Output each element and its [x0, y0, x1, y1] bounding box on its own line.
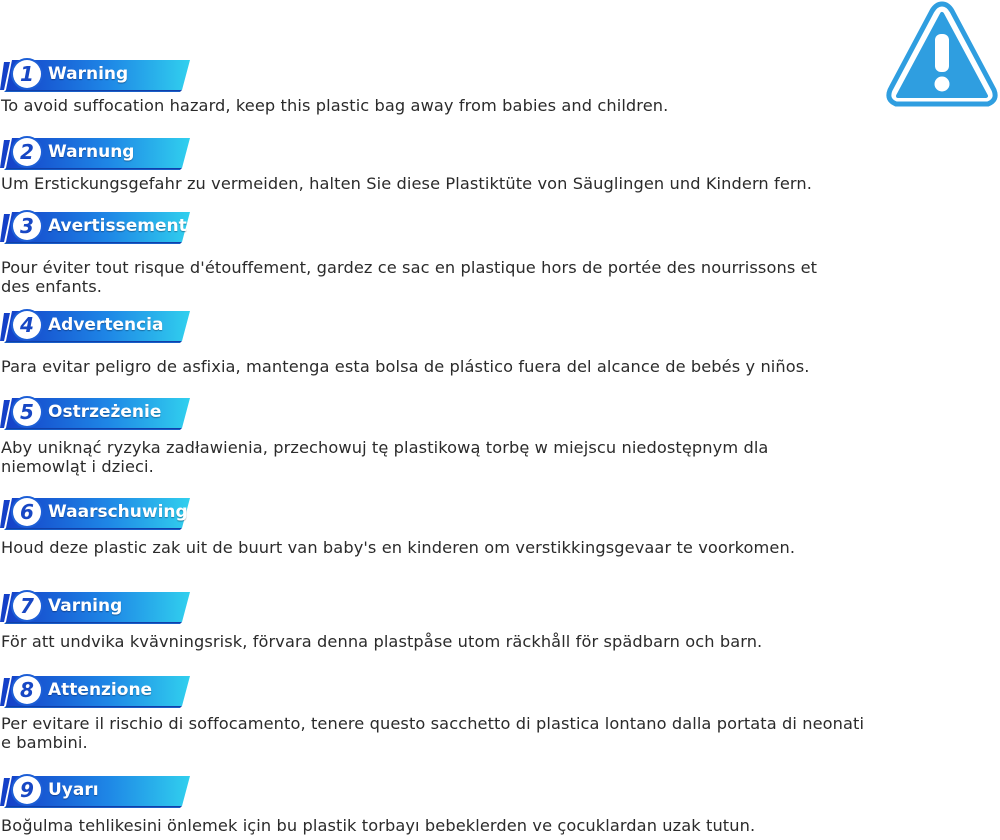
number-badge: 6: [13, 498, 41, 526]
warning-title: Avertissement: [48, 216, 187, 236]
number-badge: 1: [13, 60, 41, 88]
warning-text: För att undvika kvävningsrisk, förvara denna plastpåse utom räckhåll för spädbarn och barn.: [1, 632, 763, 651]
warning-title: Warning: [48, 64, 129, 84]
warning-section-8: [0, 674, 900, 752]
warning-banner: [0, 396, 190, 430]
warning-section-2: [0, 136, 900, 193]
warning-section-7: [0, 590, 900, 651]
number-badge: 4: [13, 311, 41, 339]
warning-title: Warnung: [48, 142, 135, 162]
warning-text: Boğulma tehlikesini önlemek için bu plastik torbayı bebeklerden ve çocuklardan uzak tutun.: [1, 816, 756, 835]
warning-section-9: [0, 774, 900, 835]
warning-text: Aby uniknąć ryzyka zadławienia, przechowuj tę plastikową torbę w miejscu niedostępnym dla niemowląt i dzieci.: [1, 438, 769, 476]
warning-banner: [0, 590, 190, 624]
warning-banner: [0, 309, 190, 343]
warning-banner: [0, 136, 190, 170]
warning-section-5: [0, 396, 900, 476]
warning-section-4: [0, 309, 900, 376]
warning-section-1: [0, 58, 900, 115]
number-badge: 7: [13, 592, 41, 620]
warning-section-6: [0, 496, 900, 557]
warning-title: Advertencia: [48, 315, 164, 335]
warning-banner: [0, 774, 190, 808]
warning-banner: [0, 496, 190, 530]
warning-text: Um Erstickungsgefahr zu vermeiden, halten Sie diese Plastiktüte von Säuglingen und Kindern fern.: [1, 174, 812, 193]
warning-text: Para evitar peligro de asfixia, mantenga esta bolsa de plástico fuera del alcance de bebés y niños.: [1, 357, 810, 376]
warning-triangle-icon: [886, 0, 998, 110]
warning-banner: [0, 58, 190, 92]
number-badge: 5: [13, 398, 41, 426]
number-badge: 2: [13, 138, 41, 166]
warning-title: Uyarı: [48, 780, 99, 800]
warning-banner: [0, 674, 190, 708]
warning-title: Attenzione: [48, 680, 153, 700]
warning-text: To avoid suffocation hazard, keep this plastic bag away from babies and children.: [1, 96, 669, 115]
number-badge: 8: [13, 676, 41, 704]
warning-text: Houd deze plastic zak uit de buurt van baby's en kinderen om verstikkingsgevaar te voorkomen.: [1, 538, 796, 557]
warning-section-3: [0, 210, 900, 296]
warning-title: Ostrzeżenie: [48, 402, 162, 422]
warning-title: Varning: [48, 596, 123, 616]
warning-text: Pour éviter tout risque d'étouffement, gardez ce sac en plastique hors de portée des nourrissons et des enfants.: [1, 258, 818, 296]
warning-banner: [0, 210, 190, 244]
warning-text: Per evitare il rischio di soffocamento, tenere questo sacchetto di plastica lontano dalla portata di neonati e bambini.: [1, 714, 865, 752]
number-badge: 9: [13, 776, 41, 804]
warning-title: Waarschuwing: [48, 502, 188, 522]
number-badge: 3: [13, 212, 41, 240]
